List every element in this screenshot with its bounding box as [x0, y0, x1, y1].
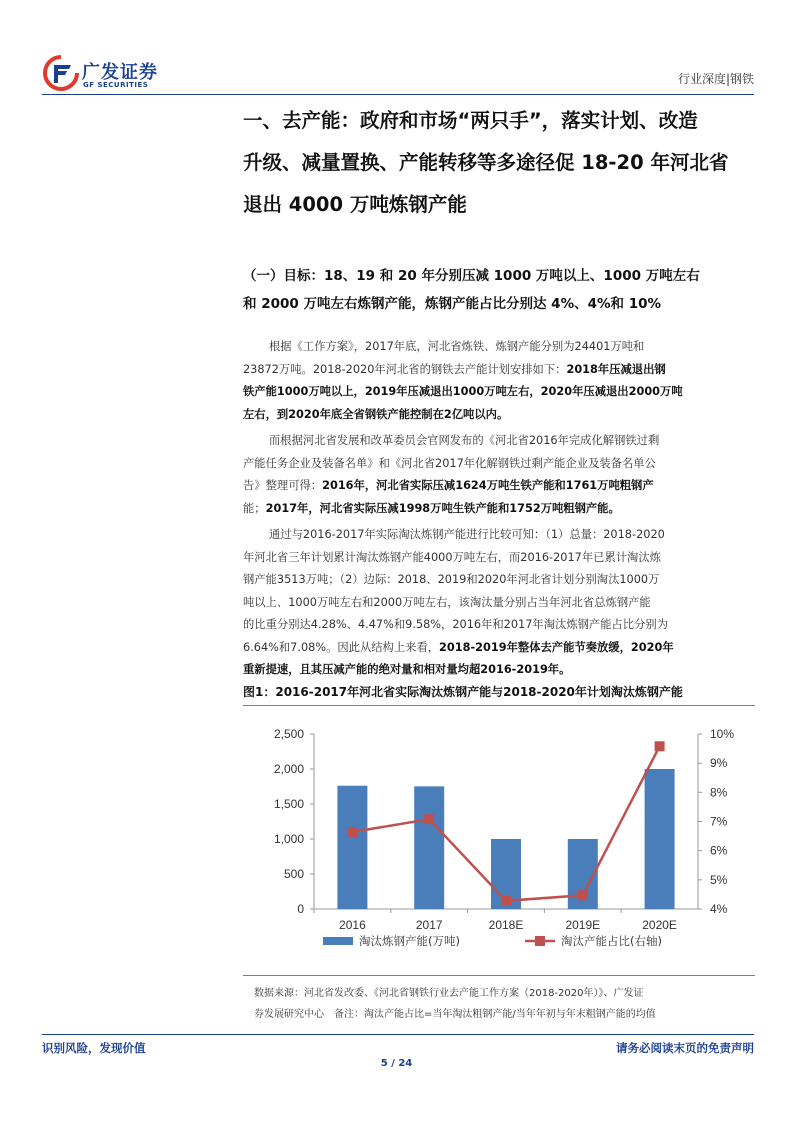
legend-bar-swatch: [323, 937, 353, 945]
footer-slogan: 识别风险，发现价值: [42, 1041, 146, 1055]
right-tick-label: 5%: [710, 872, 728, 887]
text-line: [243, 475, 753, 498]
left-tick-label: 1,500: [273, 797, 304, 811]
left-tick-label: 1,000: [273, 832, 304, 846]
line-point-2018E: [501, 896, 511, 906]
figure-top-rule: [243, 705, 755, 706]
capacity-chart: [243, 712, 755, 962]
bold-run: 铁产能1000万吨以上，2019年压减退出1000万吨左右，2020年压减退出2000万吨: [243, 385, 683, 398]
right-tick-label: 9%: [710, 756, 728, 771]
right-tick-label: 10%: [710, 727, 735, 741]
bold-run: 2018年压减退出钢: [566, 362, 666, 376]
bold-run: 2017年，河北省实际压减1998万吨生铁产能和1752万吨粗钢产能。: [265, 501, 620, 515]
bold-run: 左右，到2020年底全省钢铁产能控制在2亿吨以内。: [243, 407, 509, 421]
bar-2017: [414, 786, 444, 909]
section-heading-line: 退出 4000 万吨炼钢产能: [243, 193, 467, 216]
source-line: 券发展研究中心 备注：淘汰产能占比=当年淘汰粗钢产能/当年年初与年末粗钢产能的均值: [254, 1009, 656, 1020]
text-line: 而根据河北省发展和改革委员会官网发布的《河北省2016年完成化解钢铁过剩: [269, 434, 660, 447]
legend-line-label: 淘汰产能占比(右轴): [561, 934, 662, 948]
text-line: 产能任务企业及装备名单》和《河北省2017年化解钢铁过剩产能企业及装备名单公: [243, 456, 656, 470]
subsection-heading-line: 和 2000 万吨左右炼钢产能，炼钢产能占比分别达 4%、4%和 10%: [243, 296, 662, 312]
right-tick-label: 8%: [710, 785, 728, 800]
text-line: 年河北省三年计划累计淘汰炼钢产能4000万吨左右，而2016-2017年已累计淘汰炼: [243, 550, 661, 564]
legend-bar-label: 淘汰炼钢产能(万吨): [359, 934, 460, 948]
bar-2016: [337, 786, 367, 909]
text-line: 通过与2016-2017年实际淘汰炼钢产能进行比较可知：（1）总量：2018-2020: [269, 528, 665, 541]
left-tick-label: 500: [283, 867, 304, 881]
bar-2020E: [645, 769, 675, 909]
x-tick-label: 2018E: [488, 918, 524, 932]
text-line: [243, 498, 753, 521]
left-tick-label: 0: [297, 902, 304, 916]
footer-divider: [42, 1034, 754, 1035]
figure-title: 图1：2016-2017年河北省实际淘汰炼钢产能与2018-2020年计划淘汰炼钢产能: [243, 685, 683, 699]
text-run: 6.64%和7.08%。因此从结构上来看，: [243, 640, 440, 654]
bold-run: 重新提速，且其压减产能的绝对量和相对量均超2016-2019年。: [243, 663, 571, 676]
x-tick-label: 2016: [339, 918, 366, 932]
section-heading-line: 升级、减量置换、产能转移等多途径促 18-20 年河北省: [243, 151, 729, 174]
industry-tag: 行业深度|钢铁: [677, 72, 754, 86]
paragraph-comparison: [243, 524, 753, 682]
text-line: [243, 637, 753, 660]
bold-run: 2016年，河北省实际压减1624万吨生铁产能和1761万吨粗钢产: [322, 479, 654, 492]
line-point-2019E: [578, 890, 588, 900]
figure-bottom-rule: [243, 975, 755, 976]
x-tick-label: 2020E: [642, 918, 677, 932]
paragraph-actual: [243, 430, 753, 520]
legend-line-marker: [535, 936, 545, 946]
logo-english-name: GF SECURITIES: [83, 81, 149, 89]
paragraph-plan: [243, 336, 753, 426]
text-line: 吨以上、1000万吨左右和2000万吨左右，该淘汰量分别占当年河北省总炼钢产能: [243, 595, 651, 609]
line-point-2016: [347, 827, 357, 837]
left-tick-label: 2,500: [273, 727, 304, 741]
text-line: [243, 381, 753, 404]
text-run: 23872万吨。2018-2020年河北省的钢铁去产能计划安排如下：: [243, 362, 567, 376]
subsection-heading: [243, 262, 758, 318]
page-number: 5 / 24: [380, 1058, 413, 1069]
text-line: 的比重分别达4.28%、4.47%和9.58%，2016年和2017年淘汰炼钢产能占比分别为: [243, 618, 668, 631]
gf-securities-logo: [42, 54, 172, 94]
page-header: [42, 52, 754, 96]
x-tick-label: 2017: [415, 918, 443, 932]
text-line: [243, 659, 753, 682]
text-line: [243, 359, 753, 382]
x-tick-label: 2019E: [565, 918, 601, 932]
text-run: 告》整理可得：: [243, 479, 323, 492]
subsection-heading-line: （一）目标：18、19 和 20 年分别压减 1000 万吨以上、1000 万吨左右: [243, 268, 700, 284]
text-line: 钢产能3513万吨；（2）边际：2018、2019和2020年河北省计划分别淘汰1000万: [243, 573, 660, 586]
text-line: 根据《工作方案》，2017年底，河北省炼铁、炼钢产能分别为24401万吨和: [269, 340, 645, 353]
source-line: 数据来源：河北省发改委、《河北省钢铁行业去产能工作方案（2018-2020年）》、广发证: [254, 988, 644, 999]
right-tick-label: 6%: [710, 843, 728, 858]
footer-disclaimer-link[interactable]: 请务必阅读末页的免责声明: [616, 1041, 754, 1055]
header-divider: [42, 94, 754, 95]
bold-run: 2018-2019年整体去产能节奏放缓，2020年: [439, 640, 674, 654]
left-tick-label: 2,000: [273, 762, 304, 776]
section-heading-line: 一、去产能：政府和市场“两只手”，落实计划、改造: [243, 109, 698, 132]
line-point-2017: [424, 814, 434, 824]
text-line: [243, 404, 753, 427]
text-run: 能；: [243, 501, 266, 515]
right-tick-label: 4%: [710, 902, 728, 916]
right-tick-label: 7%: [710, 814, 728, 829]
logo-chinese-name: 广发证券: [82, 62, 158, 83]
section-heading: [243, 100, 758, 226]
gf-logo-icon: [42, 54, 80, 92]
figure-source-note: [254, 983, 754, 1025]
line-point-2020E: [655, 741, 665, 751]
